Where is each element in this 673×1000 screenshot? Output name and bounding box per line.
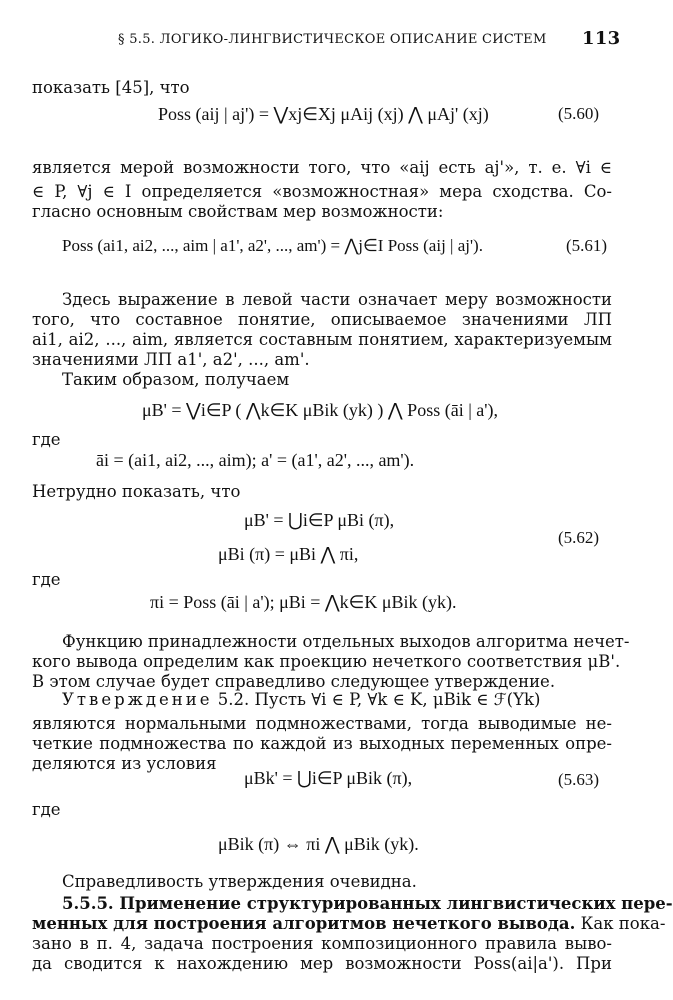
text-line: Таким образом, получаем <box>62 370 290 389</box>
section-title: § 5.5. ЛОГИКО-ЛИНГВИСТИЧЕСКОЕ ОПИСАНИЕ СИСТЕМ <box>118 32 547 47</box>
text-line: кого вывода определим как проекцию нечеткого соответствия μB'. <box>32 652 621 671</box>
formula-5-62b: μBi (π) = μBi ⋀ πi, <box>218 544 359 564</box>
page-number: 113 <box>582 28 621 49</box>
text-line: да сводится к нахождению мер возможности Poss(ai|a'). При <box>32 954 612 973</box>
formula-5-60: Poss (aij | aj') = ⋁xj∈Xj μAij (xj) ⋀ μAj' (xj) <box>158 104 489 124</box>
text-line: гласно основным свойствам мер возможности: <box>32 202 444 221</box>
text-line: являются нормальными подмножествами, тогда выводимые не- <box>32 714 612 733</box>
formula-5-62c: πi = Poss (āi | a'); μBi = ⋀k∈K μBik (yk). <box>150 592 457 612</box>
subsection-heading-cont: менных для построения алгоритмов нечеткого вывода. <box>32 914 576 933</box>
formula-mu-B: μB' = ⋁i∈P ( ⋀k∈K μBik (yk) ) ⋀ Poss (āi | a'), <box>142 400 499 420</box>
text-line: четкие подмножества по каждой из выходных переменных опре- <box>32 734 612 753</box>
formula-5-61: Poss (ai1, ai2, ..., aim | a1', a2', ..., am') = ⋀j∈I Poss (aij | aj'). <box>62 236 483 255</box>
text-line: Здесь выражение в левой части означает меру возможности <box>62 290 612 309</box>
text-line: значениями ЛП a1', a2', ..., am'. <box>32 350 310 369</box>
equation-number-5-63: (5.63) <box>558 770 600 789</box>
formula-5-62a: μB' = ⋃i∈P μBi (π), <box>244 510 395 530</box>
formula-mu-Bik: μBik (π) ⇔ πi ⋀ μBik (yk). <box>218 834 419 854</box>
statement-label: Утверждение <box>62 690 213 709</box>
text-line: ai1, ai2, ..., aim, является составным понятием, характеризуемым <box>32 330 612 349</box>
formula-a-vectors: āi = (ai1, ai2, ..., aim); a' = (a1', a2', ..., am'). <box>96 450 415 470</box>
text-line: является мерой возможности того, что «aij есть aj'», т. е. ∀i ∈ <box>32 158 612 177</box>
statement-text: 5.2. Пусть ∀i ∈ P, ∀k ∈ K, μBik ∈ ℱ(Yk) <box>212 690 541 709</box>
subsection-heading: 5.5.5. Применение структурированных лингвистических пере- <box>62 894 673 913</box>
statement-line <box>62 690 612 710</box>
text-line: деляются из условия <box>32 754 217 773</box>
text-line: где <box>32 570 61 589</box>
formula-5-63: μBk' = ⋃i∈P μBik (π), <box>244 768 413 788</box>
text-cont: Как пока- <box>575 914 666 933</box>
text-line: где <box>32 430 61 449</box>
text-line: Функцию принадлежности отдельных выходов алгоритма нечет- <box>62 632 630 651</box>
text-line: ∈ P, ∀j ∈ I определяется «возможностная» мера сходства. Со- <box>32 182 612 201</box>
text-line: Нетрудно показать, что <box>32 482 241 501</box>
text-line: зано в п. 4, задача построения композиционного правила выво- <box>32 934 612 953</box>
text-line: В этом случае будет справедливо следующее утверждение. <box>32 672 556 691</box>
text-line: того, что составное понятие, описываемое значениями ЛП <box>32 310 612 329</box>
equation-number-5-60: (5.60) <box>558 104 600 123</box>
equation-number-5-62: (5.62) <box>558 528 600 547</box>
text-line <box>32 914 666 934</box>
text-line: показать [45], что <box>32 78 190 97</box>
text-line: Справедливость утверждения очевидна. <box>62 872 417 891</box>
equation-number-5-61: (5.61) <box>566 236 608 255</box>
text-line: где <box>32 800 61 819</box>
